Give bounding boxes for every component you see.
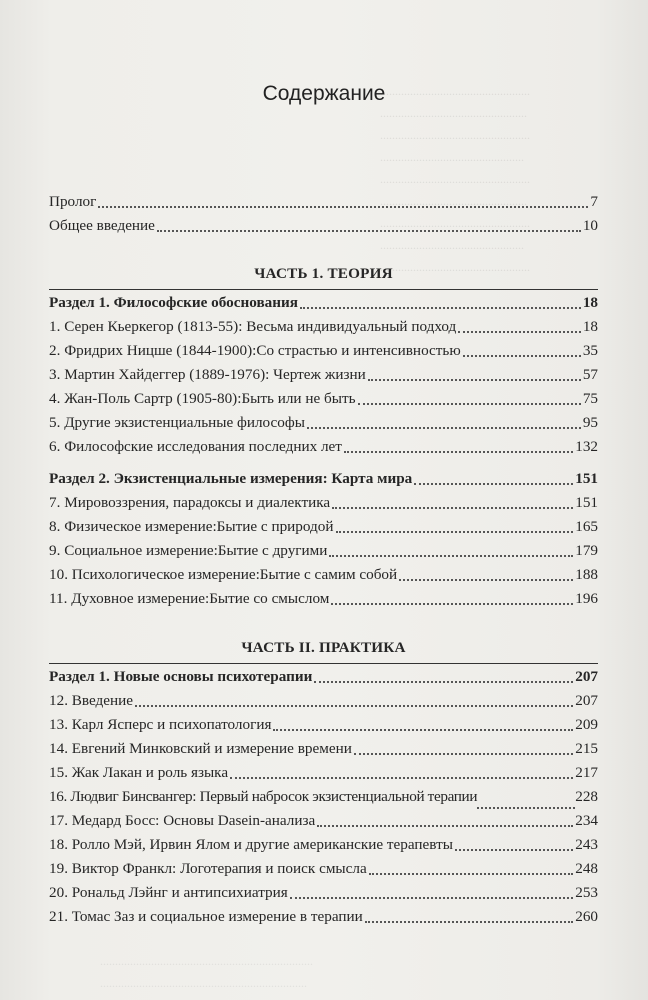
leader-dots xyxy=(332,506,573,509)
toc-entry-page: 243 xyxy=(575,836,598,853)
toc-entry-page: 151 xyxy=(575,470,598,487)
toc-entry-page: 188 xyxy=(575,566,598,583)
toc-entry-page: 165 xyxy=(575,518,598,535)
toc-entry-label: 19. Виктор Франкл: Логотерапия и поиск смысла xyxy=(49,860,367,877)
leader-dots xyxy=(300,306,581,309)
toc-entry-label: 4. Жан-Поль Сартр (1905-80):Быть или не быть xyxy=(49,390,356,407)
toc-entry-prologue[interactable] xyxy=(49,190,598,214)
toc-entry[interactable] xyxy=(49,713,598,737)
toc-entry-page: 18 xyxy=(582,318,598,335)
toc-entry-label: 10. Психологическое измерение:Бытие с самим собой xyxy=(49,566,398,583)
toc-part-1 xyxy=(49,262,598,611)
leader-dots xyxy=(314,680,573,683)
toc-entry-label: 3. Мартин Хайдеггер (1889-1976): Чертеж жизни xyxy=(49,366,366,383)
leader-dots xyxy=(354,752,573,755)
toc-entry-page: 215 xyxy=(575,740,598,757)
leader-dots xyxy=(463,354,581,357)
toc-intro xyxy=(49,190,598,238)
toc-entry[interactable] xyxy=(49,411,598,435)
toc-entry-page: 207 xyxy=(575,668,598,685)
toc-section-heading[interactable] xyxy=(49,291,598,315)
toc-entry-label: 20. Рональд Лэйнг и антипсихиатрия xyxy=(49,884,288,901)
leader-dots xyxy=(307,426,581,429)
leader-dots xyxy=(399,578,573,581)
leader-dots xyxy=(414,482,573,485)
toc-entry[interactable] xyxy=(49,363,598,387)
toc-entry-label: Пролог xyxy=(49,193,97,210)
show-through-text: .................................................. ................................................. .................................................. ................................................ .................................................. ................................................. .................................................. ................................................ .................................................. xyxy=(380,84,530,274)
toc-entry-page: 196 xyxy=(575,590,598,607)
leader-dots xyxy=(455,848,573,851)
leader-dots xyxy=(477,806,575,809)
toc-entry[interactable] xyxy=(49,881,598,905)
toc-entry-label: Общее введение xyxy=(49,217,155,234)
toc-entry-page: 179 xyxy=(575,542,598,559)
toc-entry-label: 15. Жак Лакан и роль языка xyxy=(49,764,229,781)
toc-entry-page: 248 xyxy=(575,860,598,877)
toc-entry-label: 8. Физическое измерение:Бытие с природой xyxy=(49,518,334,535)
leader-dots xyxy=(230,776,573,779)
toc-entry[interactable] xyxy=(49,435,598,459)
page-title: Содержание xyxy=(262,82,386,105)
toc-entry-page: 253 xyxy=(575,884,598,901)
toc-entry-page: 228 xyxy=(575,788,598,805)
toc-entry[interactable] xyxy=(49,857,598,881)
toc-entry-page: 234 xyxy=(575,812,598,829)
toc-entry-label: Раздел 2. Экзистенциальные измерения: Карта мира xyxy=(49,470,413,487)
toc-entry-label: Раздел 1. Философские обоснования xyxy=(49,294,298,311)
toc-entry[interactable] xyxy=(49,491,598,515)
leader-dots xyxy=(344,450,573,453)
toc-entry-page: 260 xyxy=(575,908,598,925)
leader-dots xyxy=(358,402,581,405)
toc-entry[interactable] xyxy=(49,833,598,857)
leader-dots xyxy=(98,205,588,208)
toc-entry[interactable] xyxy=(49,387,598,411)
toc-entry[interactable] xyxy=(49,761,598,785)
toc-entry-label: 2. Фридрих Ницше (1844-1900):Со страстью и интенсивностью xyxy=(49,342,461,359)
toc-entry-label: 14. Евгений Минковский и измерение времени xyxy=(49,740,352,757)
section-gap xyxy=(49,459,598,467)
toc-entry-label: 11. Духовное измерение:Бытие со смыслом xyxy=(49,590,330,607)
part-heading: ЧАСТЬ II. ПРАКТИКА xyxy=(241,639,406,656)
toc-entry[interactable] xyxy=(49,689,598,713)
toc-entry-page: 75 xyxy=(582,390,598,407)
toc-entry-page: 132 xyxy=(575,438,598,455)
toc-section-heading[interactable] xyxy=(49,665,598,689)
part-divider xyxy=(49,663,598,664)
toc-entry-page: 57 xyxy=(582,366,598,383)
toc-entry-label: 1. Серен Кьеркегор (1813-55): Весьма индивидуальный подход xyxy=(49,318,457,335)
toc-part-2 xyxy=(49,636,598,929)
toc-entry-label: 18. Ролло Мэй, Ирвин Ялом и другие американские терапевты xyxy=(49,836,453,853)
toc-entry-page: 209 xyxy=(575,716,598,733)
leader-dots xyxy=(369,872,574,875)
leader-dots xyxy=(368,378,581,381)
toc-entry-general-intro[interactable] xyxy=(49,214,598,238)
toc-entry-label: Раздел 1. Новые основы психотерапии xyxy=(49,668,313,685)
toc-entry-label: 12. Введение xyxy=(49,692,133,709)
leader-dots xyxy=(329,554,573,557)
toc-entry[interactable] xyxy=(49,315,598,339)
toc-entry[interactable] xyxy=(49,809,598,833)
leader-dots xyxy=(331,602,573,605)
toc-entry-label: 5. Другие экзистенциальные философы xyxy=(49,414,305,431)
toc-entry-label: 7. Мировоззрения, парадоксы и диалектика xyxy=(49,494,331,511)
leader-dots xyxy=(273,728,573,731)
toc-entry-label: 21. Томас Заз и социальное измерение в терапии xyxy=(49,908,363,925)
toc-entry-page: 95 xyxy=(582,414,598,431)
toc-entry-label: 13. Карл Ясперс и психопатология xyxy=(49,716,272,733)
toc-entry[interactable] xyxy=(49,339,598,363)
toc-entry-page: 10 xyxy=(582,217,598,234)
part-divider xyxy=(49,289,598,290)
toc-entry-label: 6. Философские исследования последних лет xyxy=(49,438,342,455)
toc-entry[interactable] xyxy=(49,539,598,563)
toc-entry-page: 207 xyxy=(575,692,598,709)
show-through-text-bottom: ....................................................................... ..................................................................... xyxy=(100,954,313,990)
toc-entry-page: 35 xyxy=(582,342,598,359)
toc-entry-page: 217 xyxy=(575,764,598,781)
toc-section-heading[interactable] xyxy=(49,467,598,491)
toc-entry-label: 9. Социальное измерение:Бытие с другими xyxy=(49,542,328,559)
leader-dots xyxy=(135,704,573,707)
toc-entry[interactable] xyxy=(49,785,598,809)
toc-entry[interactable] xyxy=(49,905,598,929)
leader-dots xyxy=(365,920,573,923)
part-heading: ЧАСТЬ 1. ТЕОРИЯ xyxy=(254,265,393,282)
leader-dots xyxy=(458,330,581,333)
leader-dots xyxy=(317,824,573,827)
toc-entry[interactable] xyxy=(49,515,598,539)
toc-entry-label: 17. Медард Босс: Основы Dasein-анализа xyxy=(49,812,316,829)
leader-dots xyxy=(290,896,573,899)
toc-entry-page: 7 xyxy=(590,193,598,210)
toc-entry[interactable] xyxy=(49,587,598,611)
toc-entry-page: 151 xyxy=(575,494,598,511)
leader-dots xyxy=(336,530,574,533)
toc-entry[interactable] xyxy=(49,563,598,587)
toc-entry[interactable] xyxy=(49,737,598,761)
toc-entry-label: 16. Людвиг Бинсвангер: Первый набросок экзистенциальной терапии xyxy=(49,788,478,805)
leader-dots xyxy=(157,229,581,232)
toc-entry-page: 18 xyxy=(582,294,598,311)
